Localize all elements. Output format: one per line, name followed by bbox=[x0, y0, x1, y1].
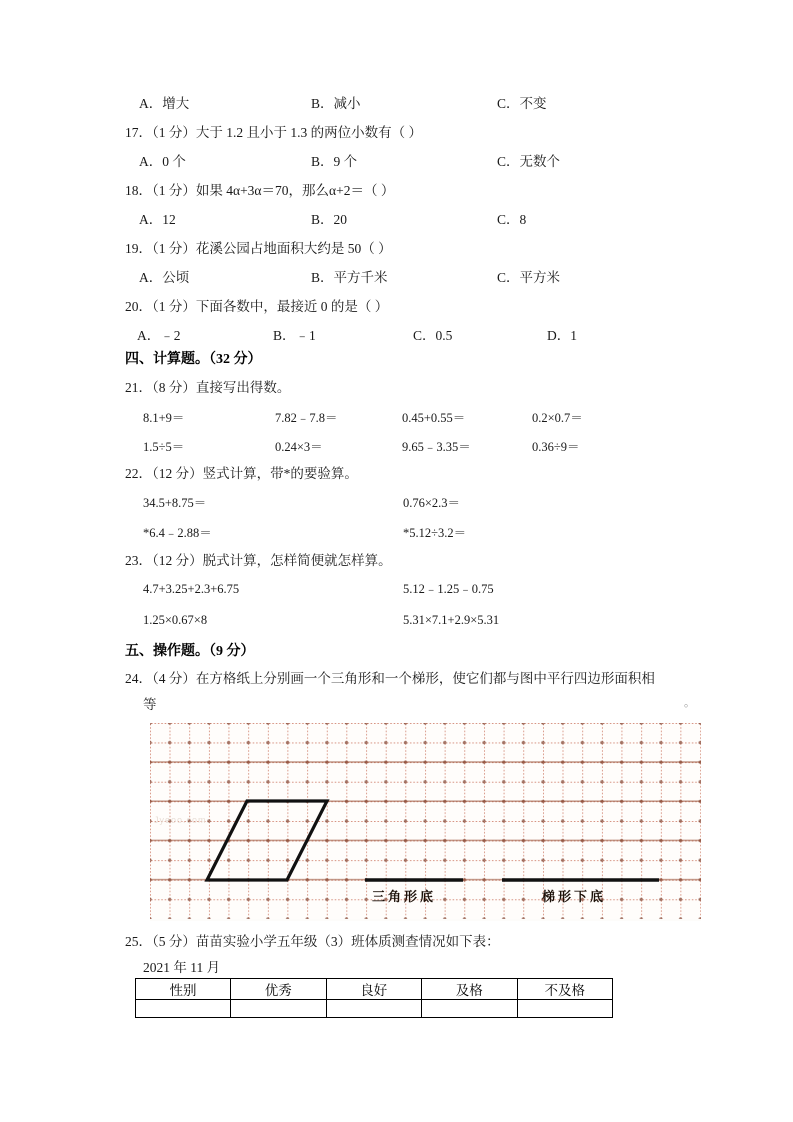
table-cell-good[interactable] bbox=[326, 1000, 422, 1018]
triangle-base-label: 三角形底 bbox=[372, 890, 437, 905]
q21-item-2: 7.82﹣7.8＝ bbox=[275, 411, 338, 425]
q19-stem: 19．（1 分）花溪公园占地面积大约是 50（ ） bbox=[125, 241, 392, 256]
q23-item-2: 5.12﹣1.25﹣0.75 bbox=[403, 582, 494, 596]
q22-item-2: 0.76×2.3＝ bbox=[403, 496, 461, 510]
q20-option-d[interactable]: D．1 bbox=[547, 328, 577, 343]
q20-option-a[interactable]: A．﹣2 bbox=[137, 328, 181, 343]
q16-option-b[interactable]: B．减小 bbox=[311, 96, 361, 111]
q20-option-c[interactable]: C．0.5 bbox=[413, 328, 453, 343]
q18-stem: 18．（1 分）如果 4α+3α＝70，那么α+2＝（ ） bbox=[125, 183, 395, 198]
section-four-heading: 四、计算题。（32 分） bbox=[125, 352, 262, 367]
q18-option-b[interactable]: B．20 bbox=[311, 212, 348, 227]
q21-item-3: 0.45+0.55＝ bbox=[402, 411, 466, 425]
q16-option-a[interactable]: A．增大 bbox=[139, 96, 190, 111]
q20-option-b[interactable]: B．﹣1 bbox=[273, 328, 316, 343]
q18-option-a[interactable]: A．12 bbox=[139, 212, 176, 227]
q20-stem: 20．（1 分）下面各数中，最接近 0 的是（ ） bbox=[125, 299, 389, 314]
q23-stem: 23．（12 分）脱式计算，怎样简便就怎样算。 bbox=[125, 553, 392, 568]
q23-item-3: 1.25×0.67×8 bbox=[143, 613, 208, 627]
table-header-good: 良好 bbox=[326, 979, 422, 1000]
q23-item-1: 4.7+3.25+2.3+6.75 bbox=[143, 582, 240, 596]
q17-option-a[interactable]: A．0 个 bbox=[139, 154, 186, 169]
q22-stem: 22．（12 分）竖式计算，带*的要验算。 bbox=[125, 466, 358, 481]
grid-paper-figure bbox=[150, 723, 701, 921]
q21-item-6: 0.24×3＝ bbox=[275, 440, 323, 454]
q24-stem-line-1: 24．（4 分）在方格纸上分别画一个三角形和一个梯形，使它们都与图中平行四边形面积相 bbox=[125, 671, 655, 686]
table-row bbox=[136, 1000, 613, 1018]
table-cell-excellent[interactable] bbox=[231, 1000, 327, 1018]
q24-stem-line-2: 等 bbox=[143, 697, 157, 712]
q17-option-c[interactable]: C．无数个 bbox=[497, 154, 561, 169]
q17-stem: 17．（1 分）大于 1.2 且小于 1.3 的两位小数有（ ） bbox=[125, 125, 422, 140]
q19-option-b[interactable]: B．平方千米 bbox=[311, 270, 388, 285]
q25-date: 2021 年 11 月 bbox=[143, 960, 221, 975]
q21-item-5: 1.5÷5＝ bbox=[143, 440, 185, 454]
q22-item-3: *6.4﹣2.88＝ bbox=[143, 526, 212, 540]
q21-item-8: 0.36÷9＝ bbox=[532, 440, 580, 454]
section-five-heading: 五、操作题。（9 分） bbox=[125, 644, 255, 659]
table-cell-gender[interactable] bbox=[136, 1000, 231, 1018]
table-cell-pass[interactable] bbox=[422, 1000, 518, 1018]
q19-option-a[interactable]: A．公顷 bbox=[139, 270, 190, 285]
q25-stem: 25．（5 分）苗苗实验小学五年级（3）班体质测查情况如下表： bbox=[125, 934, 500, 949]
q18-option-c[interactable]: C．8 bbox=[497, 212, 527, 227]
q16-option-c[interactable]: C．不变 bbox=[497, 96, 547, 111]
q21-stem: 21．（8 分）直接写出得数。 bbox=[125, 380, 291, 395]
table-header-excellent: 优秀 bbox=[231, 979, 327, 1000]
q24-stem-trailing-period: 。 bbox=[684, 697, 695, 709]
physical-test-table bbox=[135, 978, 613, 1018]
q17-option-b[interactable]: B．9 个 bbox=[311, 154, 358, 169]
table-header-pass: 及格 bbox=[422, 979, 518, 1000]
table-header-fail: 不及格 bbox=[517, 979, 613, 1000]
q23-item-4: 5.31×7.1+2.9×5.31 bbox=[403, 613, 500, 627]
q22-item-1: 34.5+8.75＝ bbox=[143, 496, 207, 510]
q21-item-1: 8.1+9＝ bbox=[143, 411, 185, 425]
q21-item-7: 9.65﹣3.35＝ bbox=[402, 440, 471, 454]
q22-item-4: *5.12÷3.2＝ bbox=[403, 526, 467, 540]
q19-option-c[interactable]: C．平方米 bbox=[497, 270, 561, 285]
table-cell-fail[interactable] bbox=[517, 1000, 613, 1018]
watermark-text: Jyeoo.com bbox=[154, 815, 207, 825]
table-header-gender: 性别 bbox=[136, 979, 231, 1000]
table-header-row bbox=[136, 979, 613, 1000]
trapezoid-lower-base-label: 梯形下底 bbox=[542, 890, 607, 905]
q21-item-4: 0.2×0.7＝ bbox=[532, 411, 583, 425]
